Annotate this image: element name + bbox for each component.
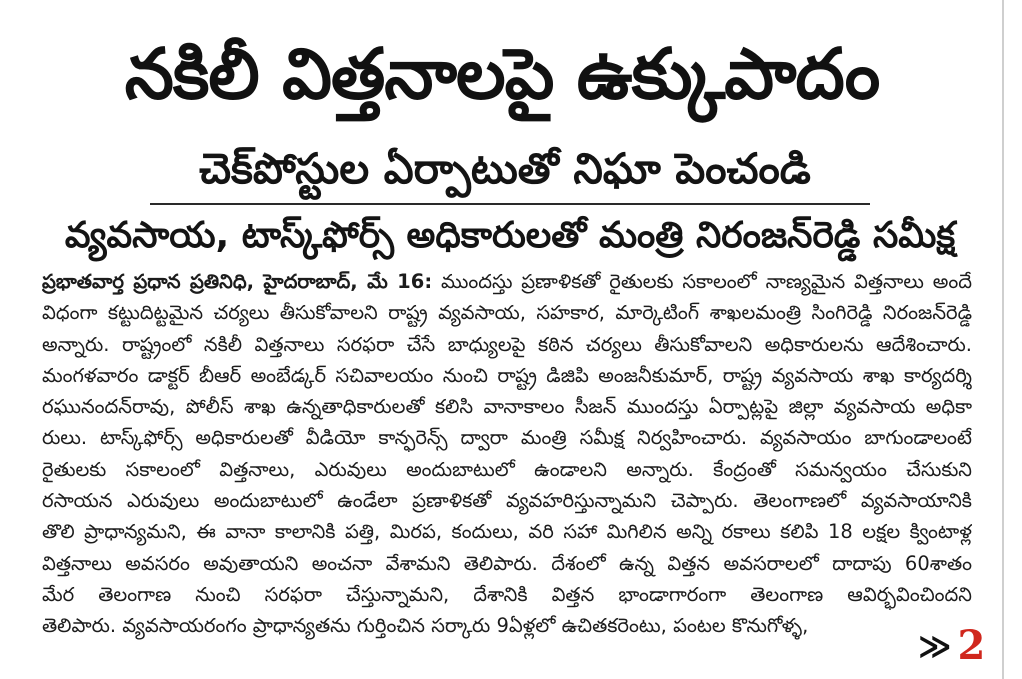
body-line-1-text: ముందస్తు ప్రణాళికతో రైతులకు సకాలంలో నాణ్యమైన విత్తనాలు అందే — [440, 270, 972, 293]
double-arrow-icon: ≫ — [918, 627, 952, 665]
subheadline: చెక్‌పోస్టుల ఏర్పాటుతో నిఘా పెంచండి — [199, 144, 811, 193]
body-line-2: విధంగా కట్టుదిట్టమైన చర్యలు తీసుకోవాలని రాష్ట్ర వ్యవసాయ, సహకార, మార్కెటింగ్ శాఖలమంత్రి సింగిరెడ్డి నిరంజన్‌రెడ్డి — [42, 301, 972, 325]
column-rule — [1002, 0, 1004, 679]
body-line-6: రులు. టాస్క్‌ఫోర్స్ అధికారులతో వీడియో కాన్ఫరెన్స్ ద్వారా మంత్రి సమీక్ష నిర్వహించారు. వ్యవసాయం బాగుండాలంటే — [42, 426, 972, 450]
continued-on-page[interactable] — [918, 622, 986, 669]
body-line-10: విత్తనాలు అవసరం అవుతాయని అంచనా వేశామని తెలిపారు. దేశంలో ఉన్న విత్తన అవసరాలలో దాదాపు 60శాతం — [42, 551, 972, 575]
body-line-9: తొలి ప్రాధాన్యమని, ఈ వానా కాలానికి పత్తి, మిరప, కందులు, వరి సహా మిగిలిన అన్ని రకాలు కలిపి 18 లక్షల క్వింటాళ్ల — [42, 520, 972, 544]
body-line-12: తెలిపారు. వ్యవసాయరంగం ప్రాధాన్యతను గుర్తించిన సర్కారు 9ఏళ్లలో ఉచితకరెంటు, పంటల కొనుగోళ్ళ, — [42, 614, 809, 638]
body-line-7: రైతులకు సకాలంలో విత్తనాలు, ఎరువులు అందుబాటులో ఉండాలని అన్నారు. కేంద్రంతో సమన్వయం చేసుకుని — [42, 457, 972, 481]
continued-page-number: 2 — [957, 622, 986, 669]
body-line-4: మంగళవారం డాక్టర్ బీఆర్ అంబేడ్కర్ సచివాలయం నుంచి రాష్ట్ర డిజిపి అంజనీకుమార్, రాష్ట్ర వ్యవసాయ శాఖ కార్యదర్శి — [42, 363, 972, 387]
body-line-11: మేర తెలంగాణ నుంచి సరఫరా చేస్తున్నామని, దేశానికి విత్తన భాండాగారంగా తెలంగాణ ఆవిర్భవించిందని — [42, 582, 972, 606]
body-line-3: అన్నారు. రాష్ట్రంలో నకిలీ విత్తనాలు సరఫరా చేసే బాధ్యులపై కఠిన చర్యలు తీసుకోవాలని అధికారులను ఆదేశించారు. — [42, 332, 972, 356]
headline: నకిలీ విత్తనాలపై ఉక్కుపాదం — [124, 33, 880, 115]
dateline: ప్రభాతవార్త ప్రధాన ప్రతినిధి, హైదరాబాద్, మే 16: — [42, 270, 433, 293]
body-line-5: రఘునందన్‌రావు, పోలీస్ శాఖ ఉన్నతాధికారులతో కలిసి వానాకాలం సీజన్ ముందస్తు ఏర్పాట్లపై జిల్లా వ్యవసాయ అధికా — [42, 395, 972, 419]
body-line-8: రసాయన ఎరువులు అందుబాటులో ఉండేలా ప్రణాళికతో వ్యవహరిస్తున్నామని చెప్పారు. తెలంగాణలో వ్యవసాయానికి — [42, 489, 972, 513]
article-body — [42, 266, 972, 642]
deck-headline: వ్యవసాయ, టాస్క్‌ఫోర్స్ అధికారులతో మంత్రి నిరంజన్‌రెడ్డి సమీక్ష — [64, 215, 956, 256]
subheadline-underline — [150, 203, 870, 205]
body-line-1 — [42, 266, 972, 297]
